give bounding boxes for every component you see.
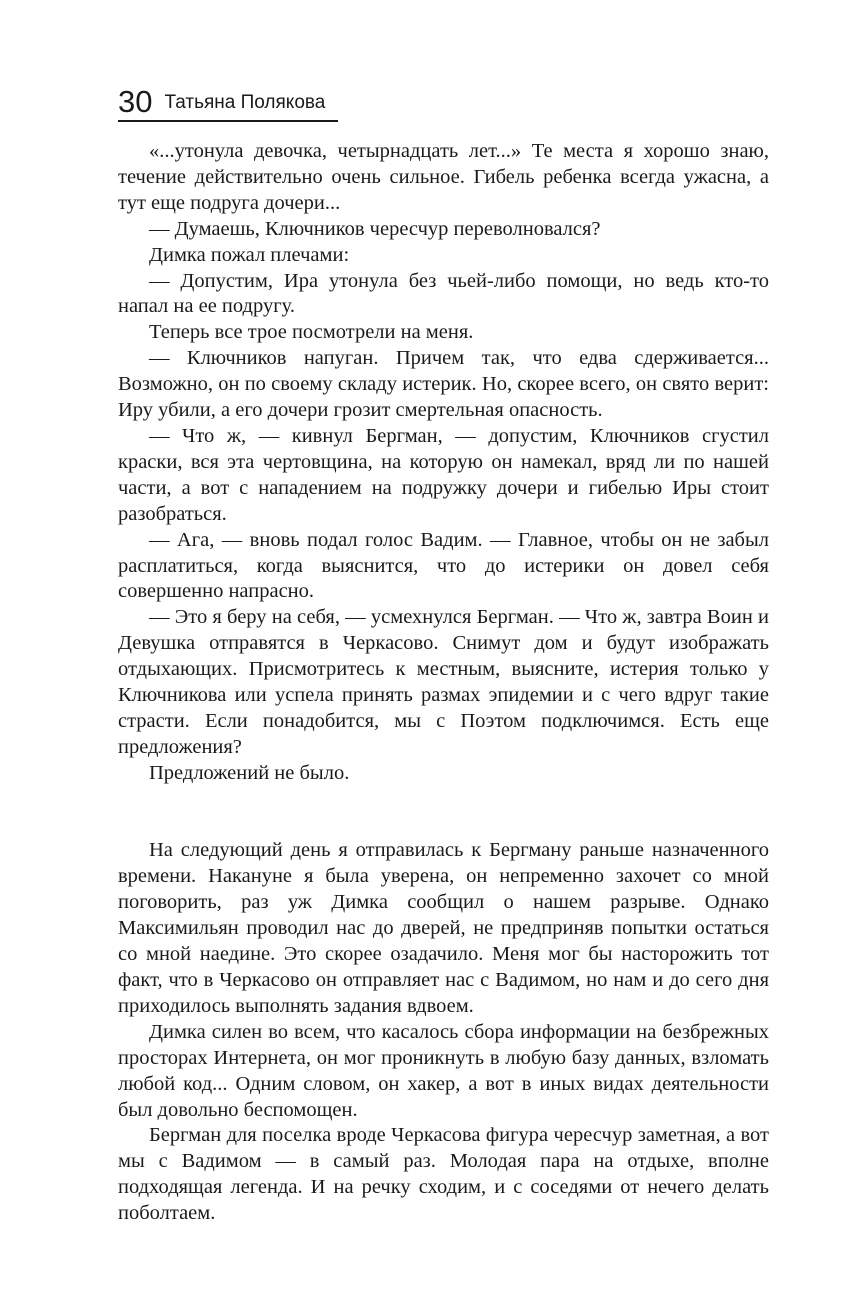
paragraph: — Ключников напуган. Причем так, что едва сдерживается... Возможно, он по своему складу истерик. Но, скорее всего, он свято верит: Иру убили, а его дочери грозит смертельная опасность. — [118, 347, 769, 422]
running-header — [118, 84, 338, 122]
paragraph: — Это я беру на себя, — усмехнулся Бергман. — Что ж, завтра Воин и Девушка отправятся в Черкасово. Снимут дом и будут изображать отдыхающих. Присмотритесь к местным, выясните, истерия только у Ключникова или успела принять размах эпидемии и с чего вдруг такие страсти. Если понадобится, мы с Поэтом подключимся. Есть еще предложения? — [118, 606, 769, 758]
paragraph: Димка силен во всем, что касалось сбора информации на безбрежных просторах Интернета, он мог проникнуть в любую базу данных, взломать любой код... Одним словом, он хакер, а вот в иных видах деятельности был довольно беспомощен. — [118, 1020, 769, 1121]
paragraph: Бергман для поселка вроде Черкасова фигура чересчур заметная, а вот мы с Вадимом — в самый раз. Молодая пара на отдыхе, вполне подходящая легенда. И на речку сходим, и с соседями от нечего делать поболтаем. — [118, 1124, 769, 1225]
paragraph: — Думаешь, Ключников чересчур переволновался? — [149, 217, 601, 240]
paragraph: — Что ж, — кивнул Бергман, — допустим, Ключников сгустил краски, вся эта чертовщина, на которую он намекал, вряд ли по нашей части, а вот с нападением на подружку дочери и гибелью Иры стоит разобраться. — [118, 424, 769, 525]
paragraph: Димка пожал плечами: — [149, 243, 350, 266]
section-break — [118, 813, 769, 839]
paragraph: На следующий день я отправилась к Бергману раньше назначенного времени. Накануне я была уверена, он непременно захочет со мной поговорить, раз уж Димка сообщил о нашем разрыве. Однако Максимильян проводил нас до дверей, не предприняв попытки остаться со мной наедине. Это скорее озадачило. Меня мог бы насторожить тот факт, что в Черкасово он отправляет нас с Вадимом, но нам и до сего дня приходилось выполнять задания вдвоем. — [118, 839, 769, 1017]
paragraph: «...утонула девочка, четырнадцать лет...» Те места я хорошо знаю, течение действительно очень сильное. Гибель ребенка всегда ужасна, а тут еще подруга дочери... — [118, 140, 769, 214]
body-text — [118, 139, 769, 1227]
section-break — [118, 787, 769, 813]
paragraph: — Ага, — вновь подал голос Вадим. — Главное, чтобы он не забыл расплатиться, когда выяснится, что до истерики он довел себя совершенно напрасно. — [118, 528, 769, 603]
paragraph: Предложений не было. — [149, 761, 350, 784]
paragraph: Теперь все трое посмотрели на меня. — [149, 321, 474, 344]
author-name: Татьяна Полякова — [164, 92, 326, 113]
page-number: 30 — [118, 84, 153, 119]
paragraph: — Допустим, Ира утонула без чьей-либо помощи, но ведь кто-то напал на ее подругу. — [118, 269, 769, 318]
